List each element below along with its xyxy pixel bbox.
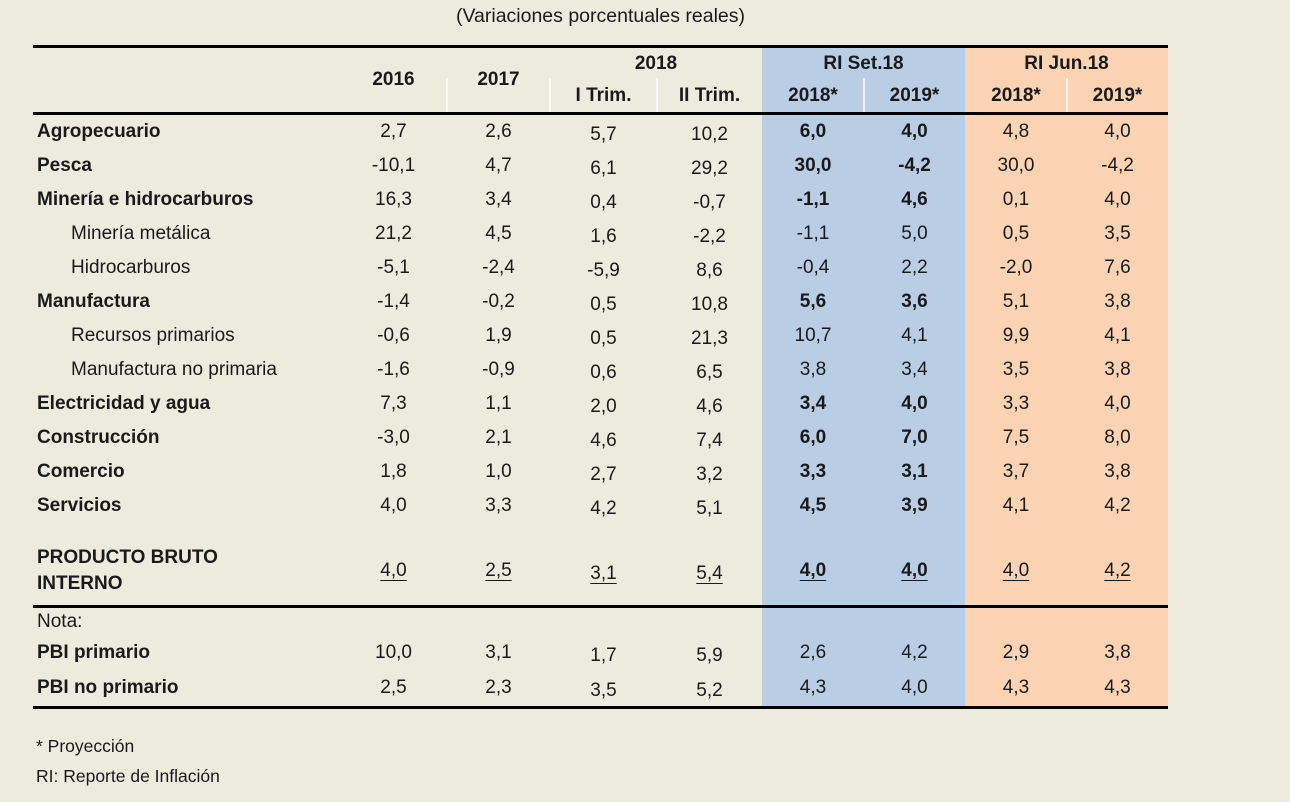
row-label: Electricidad y agua	[37, 393, 211, 414]
footnotes	[36, 731, 220, 791]
cell-value: 0,4	[590, 192, 617, 213]
footnote-projection: * Proyección	[36, 736, 135, 756]
gdp-row	[33, 537, 1168, 605]
cell-value: -1,1	[796, 223, 830, 244]
cell-value: 2,5	[485, 560, 512, 581]
cell-value: 3,5	[1002, 359, 1030, 380]
cell-value: -0,7	[693, 192, 726, 213]
cell-value: 1,7	[590, 645, 617, 666]
col-header-2017: 2017	[477, 69, 520, 90]
cell-value: 3,8	[1104, 642, 1131, 663]
cell-value: 5,9	[696, 645, 723, 666]
table-bottom-rule	[33, 706, 1168, 709]
table-row	[33, 353, 1168, 387]
cell-value: 2,7	[590, 464, 617, 485]
row-label: Manufactura no primaria	[71, 359, 277, 380]
cell-value: 4,0	[1104, 393, 1131, 414]
header-spacer	[33, 48, 340, 112]
row-label: Comercio	[37, 461, 125, 482]
table-title: (Variaciones porcentuales reales)	[455, 5, 746, 27]
cell-value: -0,6	[377, 325, 410, 346]
gdp-bottom-rule	[33, 605, 1168, 608]
cell-value: 3,8	[1104, 291, 1131, 312]
cell-value: 0,5	[590, 328, 617, 349]
column-separator	[1066, 78, 1068, 112]
note-rows	[33, 636, 1168, 706]
cell-value: 3,3	[1002, 393, 1030, 414]
note-row-label: PBI no primario	[37, 677, 179, 698]
cell-value: 3,9	[901, 495, 928, 516]
table-row	[33, 319, 1168, 353]
cell-value: 4,2	[1104, 495, 1131, 516]
cell-value: 6,1	[590, 158, 617, 179]
cell-value: 6,0	[799, 121, 827, 142]
cell-value: 3,1	[590, 563, 617, 584]
col-header-ri-jun-2018: 2018*	[991, 85, 1041, 106]
cell-value: 4,8	[1002, 121, 1030, 142]
column-separator	[656, 78, 658, 112]
cell-value: -2,4	[482, 257, 515, 278]
row-label: Servicios	[37, 495, 122, 516]
cell-value: -2,0	[999, 257, 1033, 278]
cell-value: 8,0	[1104, 427, 1131, 448]
col-header-q1: I Trim.	[575, 85, 632, 106]
row-label: Minería e hidrocarburos	[37, 189, 254, 210]
cell-value: 3,3	[799, 461, 827, 482]
row-label: Manufactura	[37, 291, 150, 312]
cell-value: 3,5	[590, 680, 617, 701]
cell-value: 4,0	[1104, 189, 1131, 210]
cell-value: 4,6	[696, 396, 723, 417]
cell-value: 1,1	[485, 393, 512, 414]
footnote-ri: RI: Reporte de Inflación	[36, 766, 220, 786]
cell-value: 1,6	[590, 226, 617, 247]
cell-value: 3,7	[1002, 461, 1030, 482]
cell-value: 3,4	[485, 189, 512, 210]
cell-value: 7,5	[1002, 427, 1030, 448]
cell-value: 6,5	[696, 362, 723, 383]
cell-value: 4,2	[590, 498, 617, 519]
cell-value: 10,7	[794, 325, 832, 346]
cell-value: 1,9	[485, 325, 512, 346]
cell-value: 5,4	[696, 563, 723, 584]
table-row	[33, 455, 1168, 489]
cell-value: 5,1	[1002, 291, 1030, 312]
cell-value: 0,5	[1002, 223, 1030, 244]
cell-value: 21,2	[375, 223, 412, 244]
cell-value: 3,1	[485, 642, 512, 663]
cell-value: 30,0	[997, 155, 1035, 176]
cell-value: -1,1	[796, 189, 830, 210]
cell-value: 1,0	[485, 461, 512, 482]
cell-value: 10,0	[375, 642, 412, 663]
cell-value: 2,0	[590, 396, 617, 417]
cell-value: 4,3	[1002, 677, 1030, 698]
cell-value: 4,5	[799, 495, 827, 516]
cell-value: -3,0	[377, 427, 410, 448]
cell-value: 0,1	[1002, 189, 1030, 210]
cell-value: 3,4	[799, 393, 827, 414]
cell-value: 4,0	[901, 121, 928, 142]
table-row	[33, 421, 1168, 455]
cell-value: 1,8	[380, 461, 407, 482]
cell-value: 4,6	[590, 430, 617, 451]
cell-value: 10,8	[691, 294, 728, 315]
cell-value: 3,4	[901, 359, 928, 380]
table-row	[33, 285, 1168, 319]
col-header-q2: II Trim.	[678, 85, 741, 106]
cell-value: 5,7	[590, 124, 617, 145]
cell-value: 4,0	[901, 677, 928, 698]
cell-value: -1,6	[377, 359, 410, 380]
cell-value: 2,3	[485, 677, 512, 698]
cell-value: 3,8	[1104, 461, 1131, 482]
col-group-ri-set18: RI Set.18	[823, 53, 904, 74]
note-row	[33, 670, 1168, 706]
cell-value: 3,8	[799, 359, 827, 380]
cell-value: 30,0	[794, 155, 832, 176]
cell-value: 4,2	[901, 642, 928, 663]
cell-value: 4,0	[380, 495, 407, 516]
gdp-label-line2: INTERNO	[37, 573, 123, 594]
note-row	[33, 636, 1168, 670]
cell-value: 3,6	[901, 291, 928, 312]
table-body	[33, 115, 1168, 523]
cell-value: -5,9	[587, 260, 620, 281]
cell-value: 4,2	[1104, 560, 1131, 581]
cell-value: -0,9	[482, 359, 515, 380]
cell-value: 2,2	[901, 257, 928, 278]
cell-value: 8,6	[696, 260, 723, 281]
nota-label: Nota:	[37, 611, 83, 632]
cell-value: 7,0	[901, 427, 928, 448]
gdp-row-label	[33, 537, 340, 605]
cell-value: 2,1	[485, 427, 512, 448]
cell-value: 4,5	[485, 223, 512, 244]
note-row-label: PBI primario	[37, 642, 150, 663]
cell-value: -5,1	[377, 257, 410, 278]
header-bottom-rule	[33, 112, 1168, 115]
cell-value: 4,0	[1104, 121, 1131, 142]
cell-value: 5,6	[799, 291, 827, 312]
column-separator	[863, 78, 865, 112]
cell-value: 21,3	[691, 328, 728, 349]
cell-value: 4,7	[485, 155, 512, 176]
cell-value: -1,4	[377, 291, 410, 312]
cell-value: 16,3	[375, 189, 412, 210]
cell-value: 4,3	[1104, 677, 1131, 698]
cell-value: -0,4	[796, 257, 830, 278]
table-row	[33, 183, 1168, 217]
cell-value: -10,1	[371, 155, 416, 176]
cell-value: 2,7	[380, 121, 407, 142]
cell-value: 9,9	[1002, 325, 1030, 346]
column-separator	[446, 78, 448, 112]
cell-value: 4,6	[901, 189, 928, 210]
gdp-label-line1: PRODUCTO BRUTO	[37, 547, 218, 568]
cell-value: 5,2	[696, 680, 723, 701]
col-header-ri-set-2018: 2018*	[788, 85, 838, 106]
cell-value: 3,1	[901, 461, 928, 482]
blank-row	[33, 523, 1168, 537]
row-label: Pesca	[37, 155, 92, 176]
table-row	[33, 217, 1168, 251]
cell-value: 5,0	[901, 223, 928, 244]
cell-value: 4,0	[380, 560, 407, 581]
cell-value: -2,2	[693, 226, 726, 247]
cell-value: 7,3	[380, 393, 407, 414]
col-header-2016: 2016	[372, 69, 415, 90]
cell-value: 29,2	[691, 158, 728, 179]
cell-value: 4,1	[1002, 495, 1030, 516]
table-row	[33, 115, 1168, 149]
nota-row	[33, 608, 1168, 636]
row-label: Construcción	[37, 427, 160, 448]
cell-value: 2,9	[1002, 642, 1030, 663]
cell-value: 3,5	[1104, 223, 1131, 244]
col-group-2018: 2018	[634, 53, 678, 74]
cell-value: 4,0	[1002, 560, 1030, 581]
cell-value: 2,5	[380, 677, 407, 698]
cell-value: 4,1	[901, 325, 928, 346]
cell-value: 4,0	[901, 560, 928, 581]
table-top-rule	[33, 45, 1168, 48]
cell-value: 7,6	[1104, 257, 1131, 278]
cell-value: 7,4	[696, 430, 723, 451]
cell-value: 3,2	[696, 464, 723, 485]
cell-value: 0,5	[590, 294, 617, 315]
table-row	[33, 149, 1168, 183]
economic-table	[33, 45, 1168, 709]
row-label: Recursos primarios	[71, 325, 235, 346]
table-row	[33, 251, 1168, 285]
cell-value: 2,6	[485, 121, 512, 142]
cell-value: 4,1	[1104, 325, 1131, 346]
cell-value: 2,6	[799, 642, 827, 663]
cell-value: 4,0	[901, 393, 928, 414]
table-row	[33, 387, 1168, 421]
cell-value: -0,2	[482, 291, 515, 312]
cell-value: -4,2	[898, 155, 931, 176]
col-header-ri-jun-2019: 2019*	[1092, 85, 1143, 106]
cell-value: 0,6	[590, 362, 617, 383]
table-row	[33, 489, 1168, 523]
cell-value: 3,8	[1104, 359, 1131, 380]
cell-value: 4,0	[799, 560, 827, 581]
column-separator	[549, 78, 551, 112]
cell-value: 3,3	[485, 495, 512, 516]
cell-value: 10,2	[691, 124, 728, 145]
row-label: Minería metálica	[71, 223, 211, 244]
table-header	[33, 48, 1168, 112]
cell-value: 5,1	[696, 498, 723, 519]
col-header-ri-set-2019: 2019*	[889, 85, 940, 106]
cell-value: 6,0	[799, 427, 827, 448]
row-label: Agropecuario	[37, 121, 161, 142]
cell-value: -4,2	[1101, 155, 1134, 176]
cell-value: 4,3	[799, 677, 827, 698]
col-group-ri-jun18: RI Jun.18	[1024, 53, 1109, 74]
row-label: Hidrocarburos	[71, 257, 191, 278]
